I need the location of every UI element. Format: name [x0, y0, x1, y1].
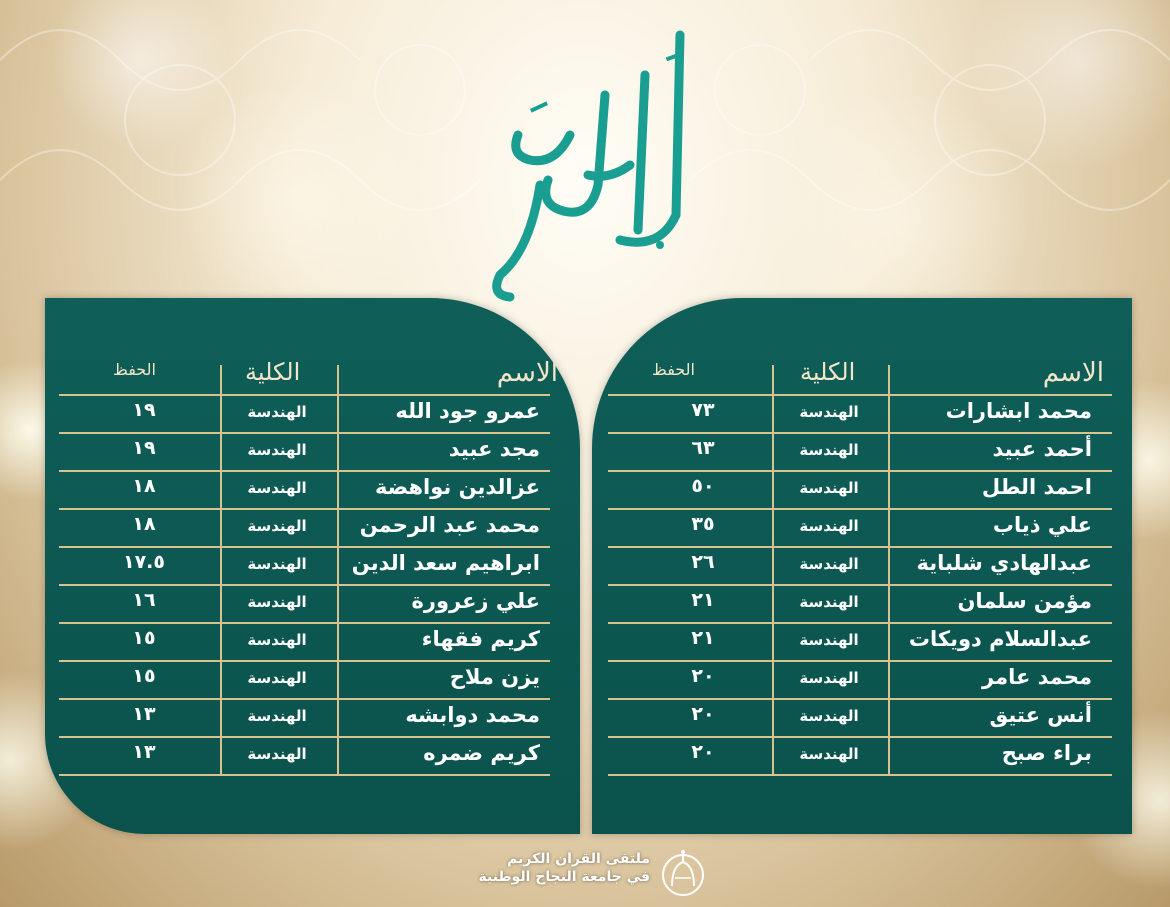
college-value: الهندسة: [247, 669, 307, 687]
title-calligraphy: [470, 15, 710, 305]
student-name: احمد الطل: [981, 475, 1092, 499]
header-name: الاسم: [1042, 358, 1104, 388]
table-row: [59, 660, 550, 698]
memorization-value: ٢٠: [691, 665, 715, 687]
table-row: [608, 470, 1112, 508]
college-value: الهندسة: [799, 555, 859, 573]
memorization-value: ١٦: [132, 589, 156, 611]
memorization-value: ٢٠: [691, 741, 715, 763]
college-value: الهندسة: [799, 441, 859, 459]
table-row: [608, 584, 1112, 622]
memorization-value: ١٨: [132, 475, 156, 497]
forum-logo-icon: [660, 848, 706, 898]
college-value: الهندسة: [247, 745, 307, 763]
header-memorization: الحفظ: [113, 360, 156, 379]
student-name: عمرو جود الله: [395, 399, 540, 423]
student-name: مؤمن سلمان: [957, 589, 1092, 613]
student-name: عبدالسلام دويكات: [908, 627, 1092, 651]
college-value: الهندسة: [247, 441, 307, 459]
table-row: [608, 622, 1112, 660]
table-row: [608, 698, 1112, 736]
memorization-value: ٦٣: [691, 437, 715, 459]
memorization-value: ١٣: [132, 741, 156, 763]
college-value: الهندسة: [799, 631, 859, 649]
memorization-value: ٢٠: [691, 703, 715, 725]
table-row: [608, 660, 1112, 698]
college-value: الهندسة: [247, 631, 307, 649]
footer-text: [440, 850, 650, 886]
memorization-value: ٢١: [691, 589, 715, 611]
student-name: ابراهيم سعد الدين: [351, 551, 540, 575]
memorization-value: ١٩: [132, 399, 156, 421]
college-value: الهندسة: [247, 593, 307, 611]
header-memorization: الحفظ: [652, 360, 695, 379]
student-name: كريم فقهاء: [421, 627, 540, 651]
table-row: [608, 546, 1112, 584]
college-value: الهندسة: [799, 745, 859, 763]
footer-line-1: ملتقى القران الكريم: [507, 851, 650, 867]
memorization-value: ١٣: [132, 703, 156, 725]
table-row: [59, 432, 550, 470]
table-row: [59, 622, 550, 660]
header-college: الكلية: [245, 358, 301, 386]
college-value: الهندسة: [799, 707, 859, 725]
student-name: عزالدين نواهضة: [375, 475, 540, 499]
college-value: الهندسة: [247, 479, 307, 497]
student-name: مجد عبيد: [448, 437, 540, 461]
student-name: محمد عامر: [982, 665, 1092, 689]
college-value: الهندسة: [799, 517, 859, 535]
memorization-value: ٥٠: [691, 475, 715, 497]
memorization-value: ١٥: [132, 665, 156, 687]
header-college: الكلية: [800, 358, 856, 386]
college-value: الهندسة: [247, 707, 307, 725]
student-name: محمد عبد الرحمن: [359, 513, 540, 537]
student-name: أحمد عبيد: [992, 437, 1092, 461]
table-row: [59, 508, 550, 546]
header-name: الاسم: [496, 358, 558, 388]
student-name: عبدالهادي شلباية: [916, 551, 1092, 575]
table-row: [608, 508, 1112, 546]
memorization-value: ٢١: [691, 627, 715, 649]
memorization-value: ٧٣: [691, 399, 715, 421]
college-value: الهندسة: [799, 669, 859, 687]
memorization-value: ١٧.٥: [122, 551, 165, 573]
student-name: أنس عتيق: [989, 703, 1092, 727]
student-name: يزن ملاح: [449, 665, 540, 689]
left-table-rows: [45, 394, 580, 776]
table-row: [59, 546, 550, 584]
student-name: براء صبح: [1001, 741, 1092, 765]
student-name: محمد دوابشه: [405, 703, 540, 727]
table-row: [59, 470, 550, 508]
college-value: الهندسة: [799, 403, 859, 421]
student-name: علي زعرورة: [411, 589, 540, 613]
memorization-value: ٣٥: [691, 513, 715, 535]
memorization-value: ١٥: [132, 627, 156, 649]
footer-line-2: في جامعة النجاح الوطنية: [478, 869, 650, 885]
right-table-panel: [592, 298, 1132, 834]
student-name: كريم ضمره: [423, 741, 540, 765]
table-row: [59, 698, 550, 736]
college-value: الهندسة: [247, 403, 307, 421]
table-row: [608, 736, 1112, 776]
memorization-value: ٢٦: [691, 551, 715, 573]
table-row: [608, 432, 1112, 470]
right-table-rows: [592, 394, 1132, 776]
college-value: الهندسة: [247, 517, 307, 535]
student-name: علي ذياب: [992, 513, 1092, 537]
table-row: [59, 584, 550, 622]
table-row: [59, 394, 550, 432]
memorization-value: ١٨: [132, 513, 156, 535]
left-table-panel: [45, 298, 580, 834]
college-value: الهندسة: [799, 593, 859, 611]
memorization-value: ١٩: [132, 437, 156, 459]
college-value: الهندسة: [799, 479, 859, 497]
college-value: الهندسة: [247, 555, 307, 573]
table-row: [608, 394, 1112, 432]
student-name: محمد ابشارات: [945, 399, 1092, 423]
table-row: [59, 736, 550, 776]
